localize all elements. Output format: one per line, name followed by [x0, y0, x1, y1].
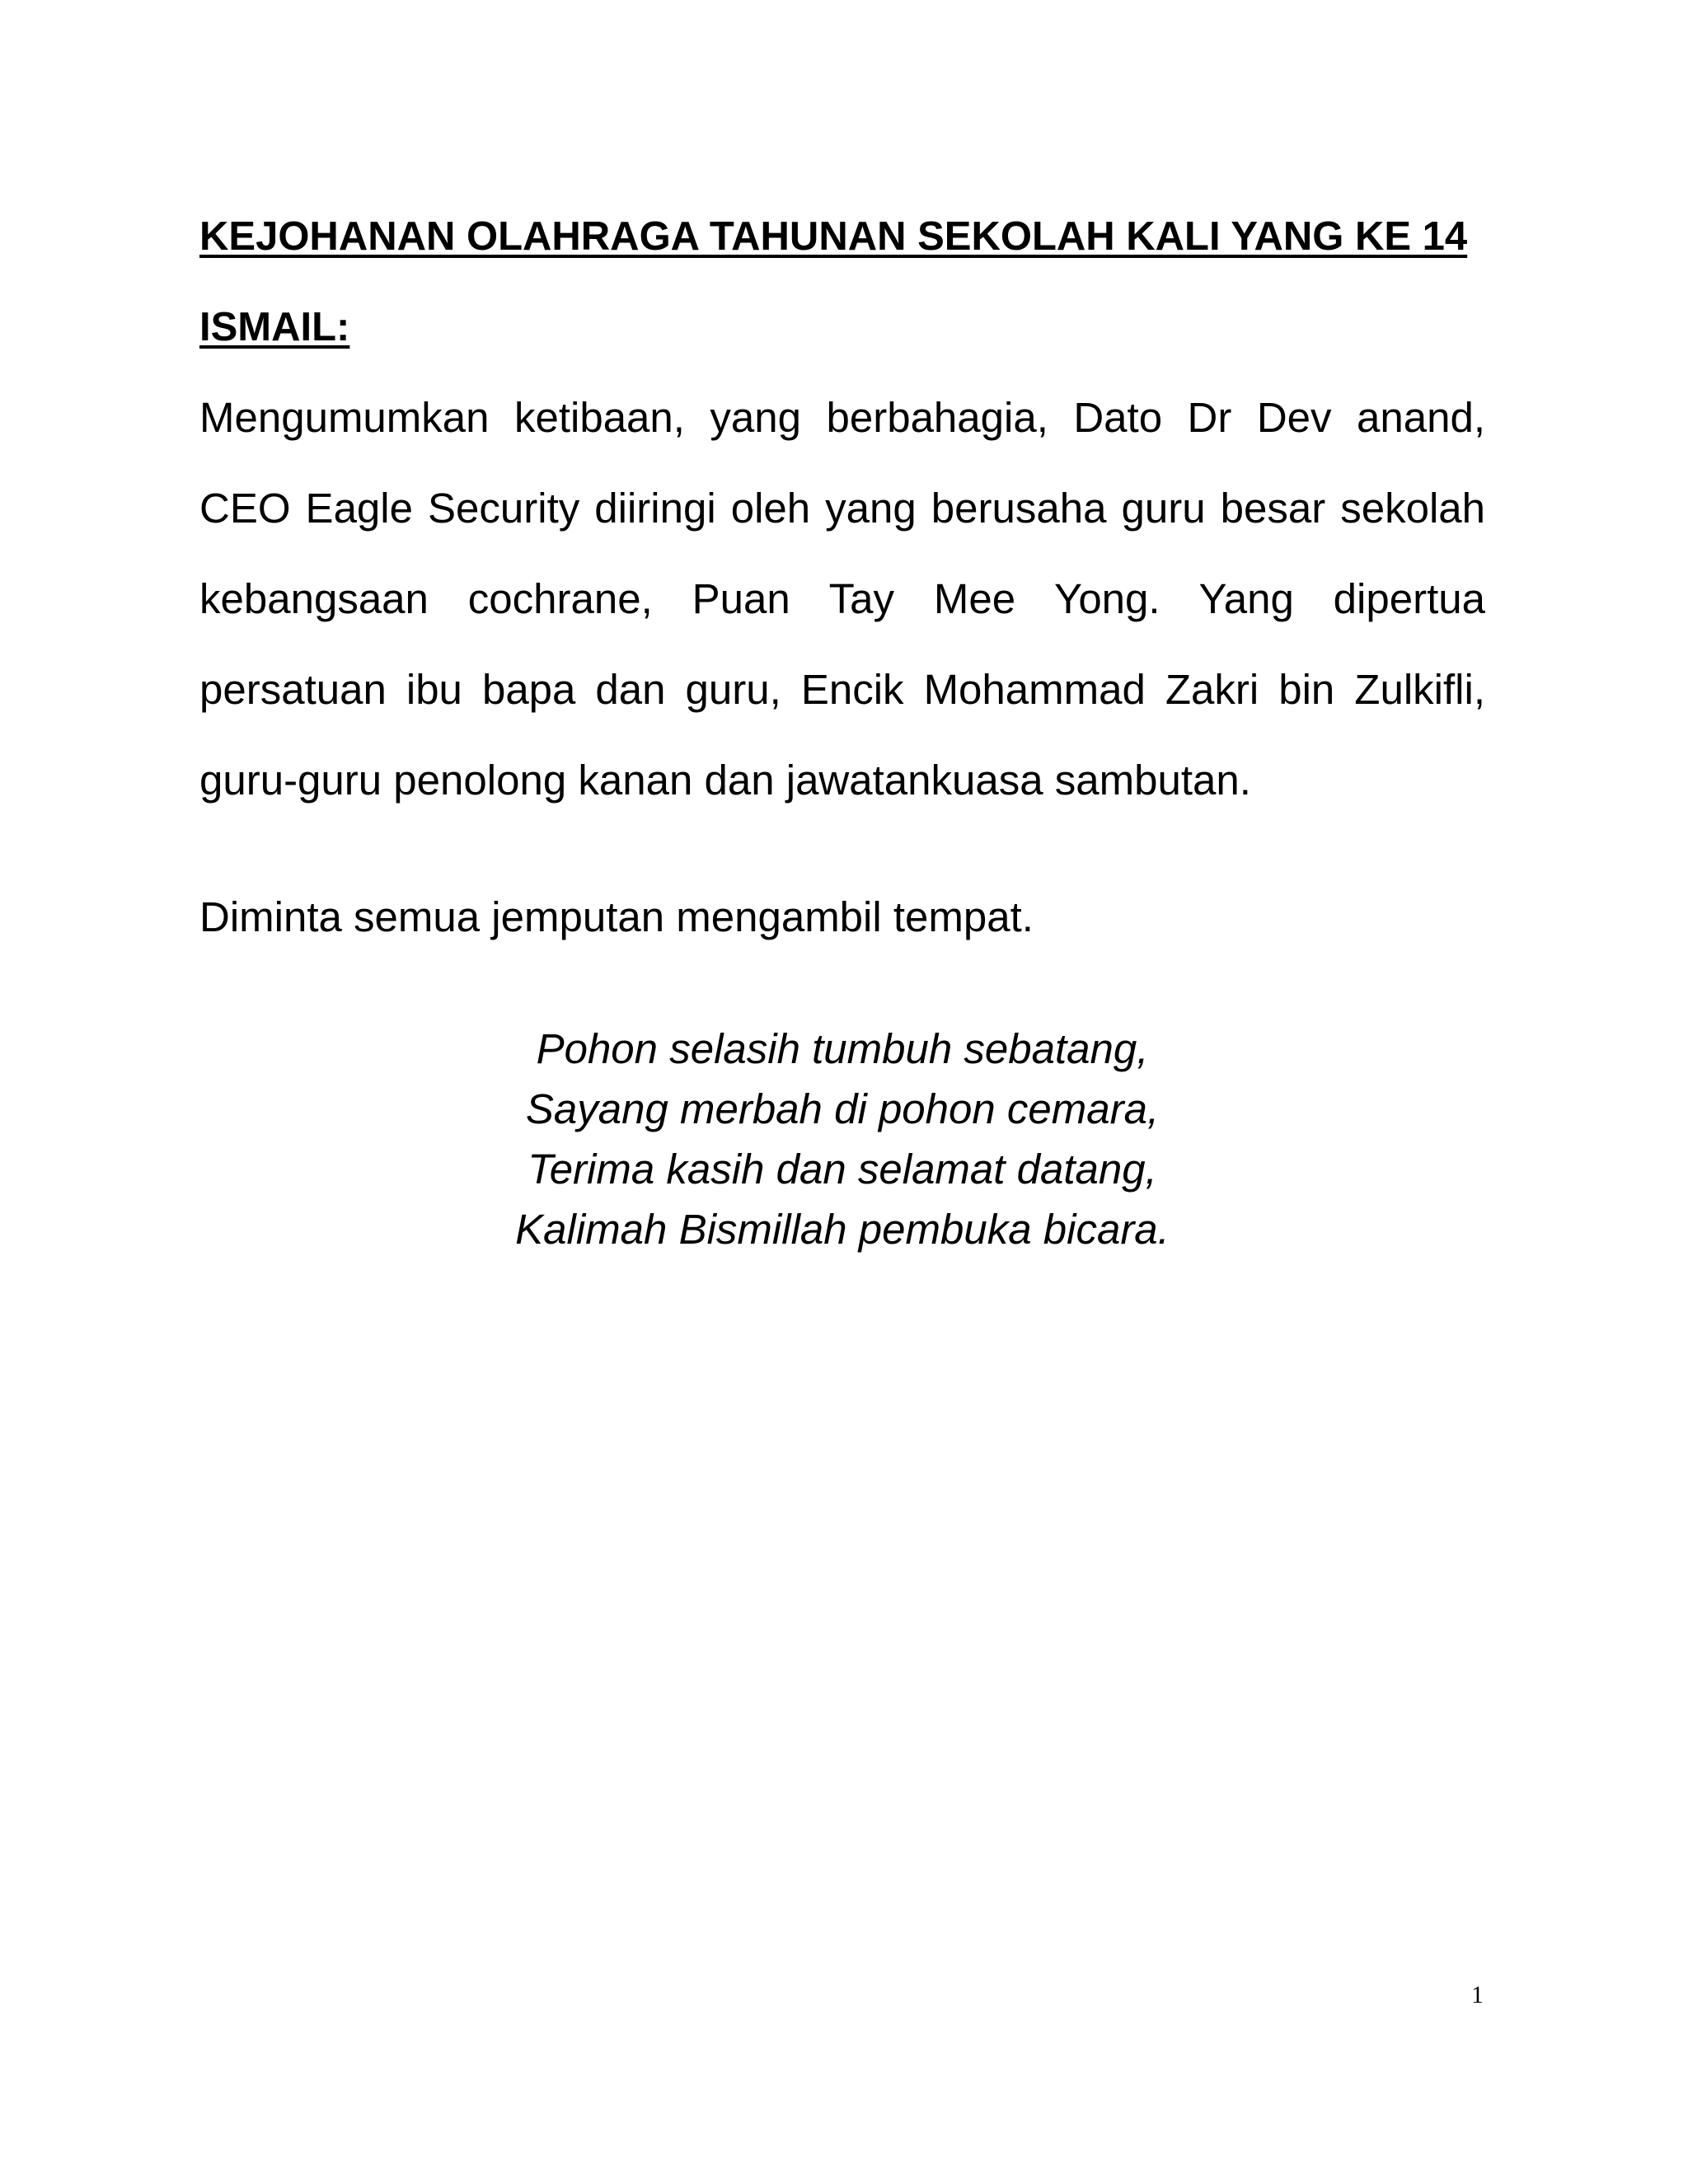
- page-number: 1: [1471, 1981, 1484, 2008]
- pantun-line-1: Pohon selasih tumbuh sebatang,: [536, 1025, 1149, 1072]
- document-title: KEJOHANAN OLAHRAGA TAHUNAN SEKOLAH KALI YANG KE 14: [199, 214, 1468, 259]
- pantun-line-4: Kalimah Bismillah pembuka bicara.: [515, 1206, 1170, 1253]
- pantun-verse: [199, 1019, 1485, 1259]
- pantun-line-2: Sayang merbah di pohon cemara,: [525, 1085, 1160, 1132]
- announcement-paragraph: Mengumumkan ketibaan, yang berbahagia, Dato Dr Dev anand, CEO Eagle Security diiringi oleh yang berusaha guru besar sekolah kebangsaan cochrane, Puan Tay Mee Yong. Yang dipertua persatuan ibu bapa dan guru, Encik Mohammad Zakri bin Zulkifli, guru-guru penolong kanan dan jawatankuasa sambutan.: [199, 394, 1485, 804]
- speaker-label: ISMAIL:: [199, 305, 350, 349]
- request-paragraph: Diminta semua jemputan mengambil tempat.: [199, 893, 1034, 940]
- document-content: [199, 191, 1485, 1259]
- pantun-line-3: Terima kasih dan selamat datang,: [528, 1146, 1157, 1193]
